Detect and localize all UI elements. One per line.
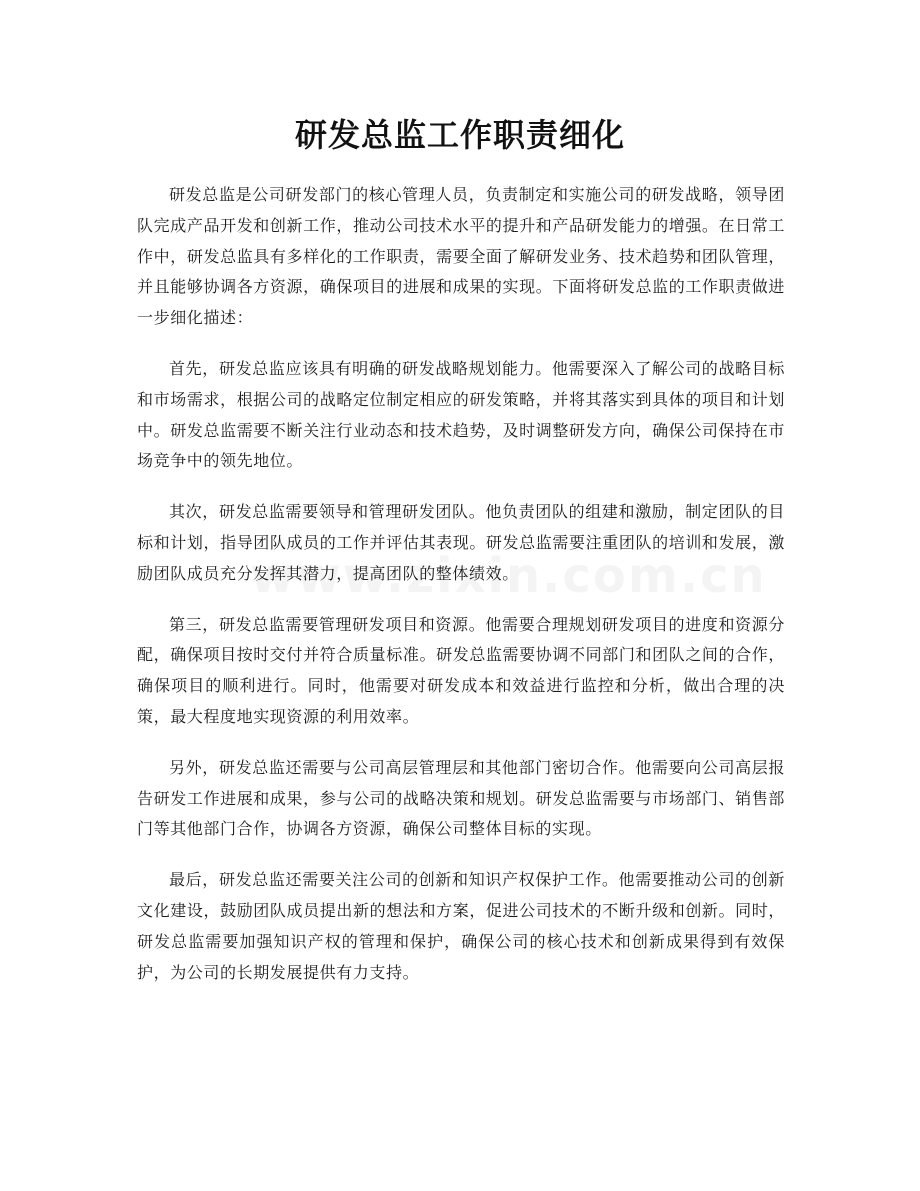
paragraph-projects: 第三，研发总监需要管理研发项目和资源。他需要合理规划研发项目的进度和资源分配，确保项目按时交付并符合质量标准。研发总监需要协调不同部门和团队之间的合作，确保项目的顺利进行。同时，他需要对研发成本和效益进行监控和分析，做出合理的决策，最大程度地实现资源的利用效率。 [137,614,785,726]
paragraph-team: 其次，研发总监需要领导和管理研发团队。他负责团队的组建和激励，制定团队的目标和计划，指导团队成员的工作并评估其表现。研发总监需要注重团队的培训和发展，激励团队成员充分发挥其潜力，提高团队的整体绩效。 [137,502,785,583]
paragraph-intro: 研发总监是公司研发部门的核心管理人员，负责制定和实施公司的研发战略，领导团队完成产品开发和创新工作，推动公司技术水平的提升和产品研发能力的增强。在日常工作中，研发总监具有多样化的工作职责，需要全面了解研发业务、技术趋势和团队管理，并且能够协调各方资源，确保项目的进展和成果的实现。下面将研发总监的工作职责做进一步细化描述： [137,185,785,328]
document-body [137,180,785,1008]
paragraph-innovation: 最后，研发总监还需要关注公司的创新和知识产权保护工作。他需要推动公司的创新文化建设，鼓励团队成员提出新的想法和方案，促进公司技术的不断升级和创新。同时，研发总监需要加强知识产权的管理和保护，确保公司的核心技术和创新成果得到有效保护，为公司的长期发展提供有力支持。 [137,870,785,982]
paragraph-collaboration: 另外，研发总监还需要与公司高层管理层和其他部门密切合作。他需要向公司高层报告研发工作进展和成果，参与公司的战略决策和规划。研发总监需要与市场部门、销售部门等其他部门合作，协调各方资源，确保公司整体目标的实现。 [137,757,785,839]
paragraph-strategy: 首先，研发总监应该具有明确的研发战略规划能力。他需要深入了解公司的战略目标和市场需求，根据公司的战略定位制定相应的研发策略，并将其落实到具体的项目和计划中。研发总监需要不断关注行业动态和技术趋势，及时调整研发方向，确保公司保持在市场竞争中的领先地位。 [137,358,785,471]
document-title: 研发总监工作职责细化 [294,116,625,154]
